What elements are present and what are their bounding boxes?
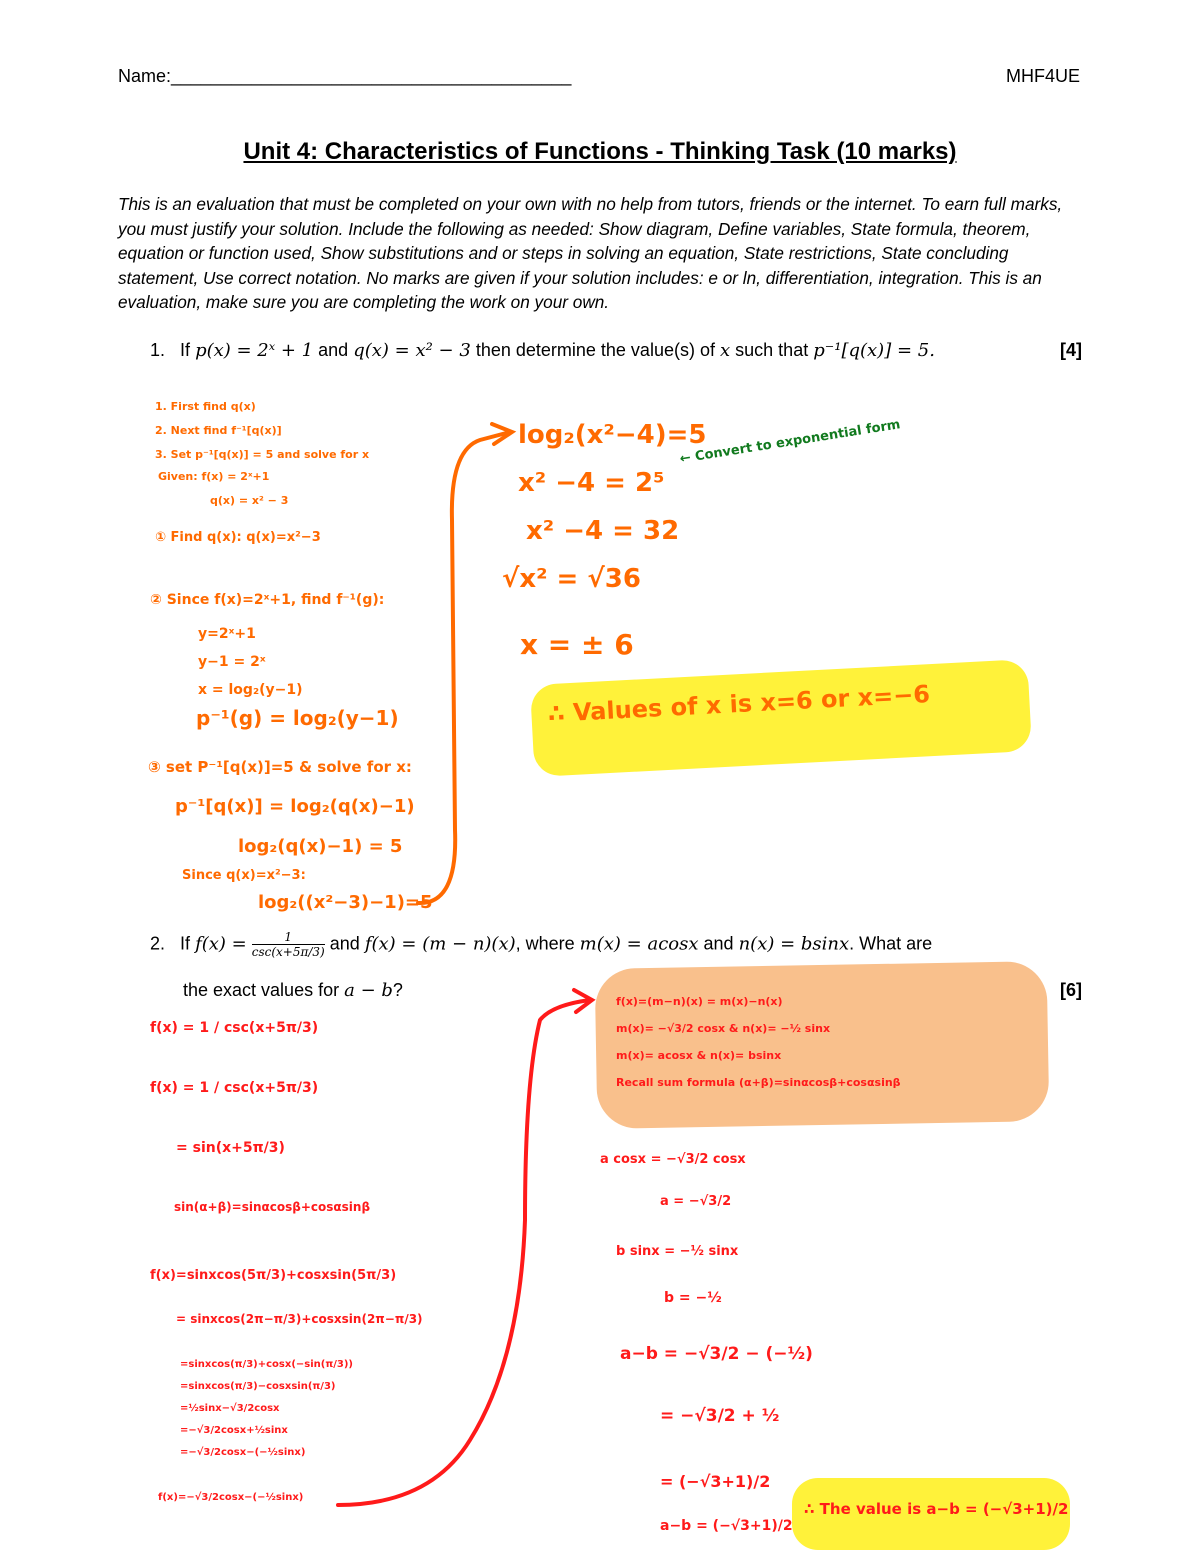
q1-bracket-arrow — [418, 432, 510, 903]
q1-conclusion: ∴ Values of x is x=6 or x=−6 — [547, 680, 931, 728]
handwritten-line: x = ± 6 — [520, 628, 634, 661]
handwritten-line: x² −4 = 32 — [526, 516, 680, 546]
q1-plan-steps — [155, 395, 369, 467]
handwritten-line: 2. Next find f⁻¹[q(x)] — [155, 424, 282, 437]
q2-left-steps — [180, 1354, 353, 1464]
handwritten-line: f(x)=sinxcos(5π/3)+cosxsin(5π/3) — [150, 1268, 397, 1283]
handwritten-line: b = −½ — [664, 1290, 722, 1306]
q2-box-steps — [616, 988, 901, 1096]
handwritten-line: √x² = √36 — [502, 564, 641, 594]
handwritten-line: f(x)=(m−n)(x) = m(x)−n(x) — [616, 995, 783, 1008]
handwritten-line: =½sinx−√3/2cosx — [180, 1403, 280, 1414]
handwritten-line: p⁻¹[q(x)] = log₂(q(x)−1) — [175, 796, 415, 817]
q1-q-function: q(x) = x² − 3 — [353, 340, 471, 361]
fraction-denominator: csc(x+5π/3) — [251, 945, 325, 959]
handwritten-line: Recall sum formula (α+β)=sinαcosβ+cosαsinβ — [616, 1076, 901, 1089]
handwritten-line: log₂(q(x)−1) = 5 — [238, 836, 403, 857]
handwritten-line: f(x)=−√3/2cosx−(−½sinx) — [158, 1492, 304, 1503]
q2-text: . What are — [849, 933, 933, 954]
handwritten-line: a cosx = −√3/2 cosx — [600, 1152, 746, 1167]
q1-condition: p⁻¹[q(x)] = 5. — [813, 340, 935, 361]
handwritten-line: 3. Set p⁻¹[q(x)] = 5 and solve for x — [155, 448, 370, 461]
q2-target-expression: a − b — [344, 980, 393, 1001]
handwritten-line: q(x) = x² − 3 — [210, 494, 289, 507]
handwritten-line: a−b = −√3/2 − (−½) — [620, 1344, 813, 1364]
handwritten-line: b sinx = −½ sinx — [616, 1244, 739, 1259]
fraction-numerator: 1 — [252, 930, 325, 945]
handwritten-line: log₂((x²−3)−1)=5 — [258, 892, 433, 913]
handwritten-line: = sin(x+5π/3) — [176, 1140, 285, 1156]
handwritten-line: ① Find q(x): q(x)=x²−3 — [155, 530, 321, 545]
handwritten-line: x = log₂(y−1) — [198, 682, 303, 698]
handwritten-line: Given: f(x) = 2ˣ+1 — [158, 470, 270, 483]
q1-text: and — [318, 340, 349, 360]
instructions-paragraph: This is an evaluation that must be completed on your own with no help from tutors, friends or the internet. To earn full marks, you must justify your solution. Include the following as needed: Show diagram, Define variables, State formula, theorem, equation or function used, Show substitutions and or steps in solving an equation, State restrictions, State concluding statement, Use correct notation. No marks are given if your solution includes: e or ln, differentiation, integration. This is an evaluation, make sure you are completing the work on your own. — [118, 194, 1063, 312]
q1-text: such that — [735, 340, 809, 360]
q2-f-definition: f(x) = — [195, 933, 247, 955]
q2-conclusion: ∴ The value is a−b = (−√3+1)/2 — [804, 1500, 1069, 1518]
q1-margin-note: ← Convert to exponential form — [678, 417, 902, 467]
q2-text: If — [180, 933, 191, 954]
handwritten-line: = (−√3+1)/2 — [660, 1472, 771, 1491]
course-code: MHF4UE — [1005, 66, 1080, 86]
handwritten-line: =sinxcos(π/3)+cosx(−sin(π/3)) — [180, 1359, 353, 1370]
name-field-label: Name:________________________________________ — [118, 66, 572, 86]
page-title: Unit 4: Characteristics of Functions - Thinking Task (10 marks) — [243, 138, 957, 165]
q2-text: , where — [515, 933, 575, 954]
handwritten-line: m(x)= −√3/2 cosx & n(x)= −½ sinx — [616, 1022, 831, 1035]
q1-variable: x — [719, 340, 731, 361]
q2-marks: [6] — [1060, 980, 1082, 1000]
q2-text: ? — [392, 980, 403, 1000]
handwritten-line: y=2ˣ+1 — [198, 626, 256, 642]
handwritten-line: =−√3/2cosx−(−½sinx) — [180, 1447, 306, 1458]
q2-text: the exact values for — [183, 980, 340, 1000]
q2-text: and — [703, 933, 734, 954]
handwritten-line: m(x)= acosx & n(x)= bsinx — [616, 1049, 782, 1062]
handwritten-line: x² −4 = 2⁵ — [518, 468, 665, 498]
q2-curve-arrow — [338, 1000, 590, 1505]
q1-inverse-steps — [198, 620, 302, 704]
handwritten-line: =−√3/2cosx+½sinx — [180, 1425, 288, 1436]
q1-p-function: p(x) = 2ˣ + 1 — [195, 340, 314, 361]
question-number: 1. — [150, 340, 166, 360]
handwritten-line: Since q(x)=x²−3: — [182, 868, 306, 883]
handwritten-line: 1. First find q(x) — [155, 400, 256, 413]
q2-text: and — [329, 933, 360, 954]
handwritten-line: = sinxcos(2π−π/3)+cosxsin(2π−π/3) — [176, 1312, 423, 1326]
handwritten-line: ② Since f(x)=2ˣ+1, find f⁻¹(g): — [150, 592, 385, 608]
handwritten-line: p⁻¹(g) = log₂(y−1) — [196, 706, 399, 730]
handwritten-line: a = −√3/2 — [660, 1194, 732, 1209]
q2-m-function: m(x) = acosx — [579, 933, 699, 955]
handwritten-line: = −√3/2 + ½ — [660, 1406, 780, 1426]
handwritten-line: =sinxcos(π/3)−cosxsin(π/3) — [180, 1381, 336, 1392]
handwritten-line: f(x) = 1 / csc(x+5π/3) — [150, 1020, 319, 1036]
q2-f-composite: f(x) = (m − n)(x) — [364, 933, 516, 955]
handwritten-line: log₂(x²−4)=5 — [518, 420, 707, 450]
handwritten-line: y−1 = 2ˣ — [198, 654, 266, 670]
handwritten-line: a−b = (−√3+1)/2 — [660, 1518, 793, 1534]
handwritten-line: sin(α+β)=sinαcosβ+cosαsinβ — [174, 1200, 371, 1214]
q1-text: then determine the value(s) of — [475, 340, 715, 360]
handwritten-line: ③ set P⁻¹[q(x)]=5 & solve for x: — [148, 758, 412, 776]
handwritten-line: f(x) = 1 / csc(x+5π/3) — [150, 1080, 319, 1096]
q1-text: If — [180, 340, 191, 360]
q2-n-function: n(x) = bsinx — [738, 933, 850, 955]
question-number: 2. — [150, 933, 166, 954]
q1-marks: [4] — [1060, 340, 1082, 360]
